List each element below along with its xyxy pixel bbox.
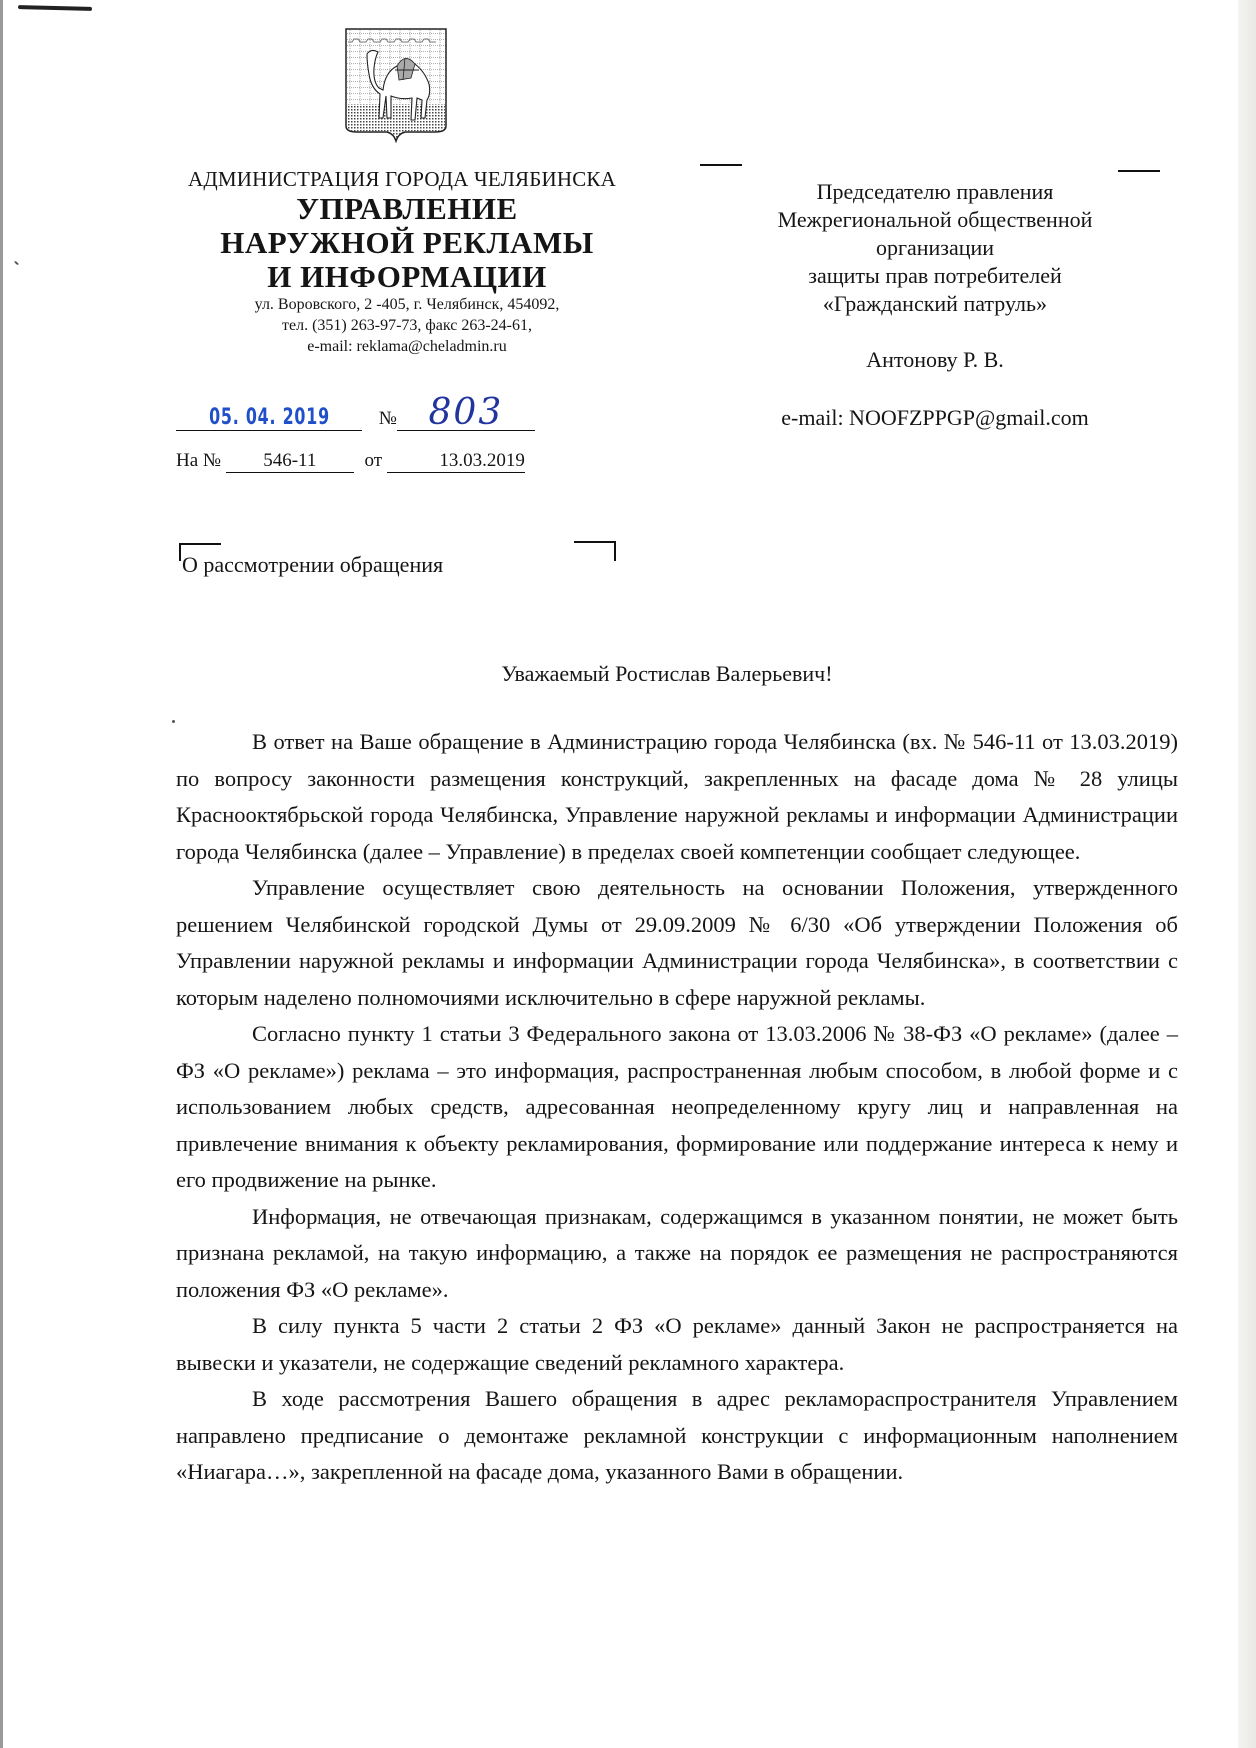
recipient-corner-mark-right — [1118, 170, 1160, 172]
body-paragraph: Управление осуществляет свою деятельность на основании Положения, утвержденного решением Челябинской городской Думы от 29.09.2009 № 6/30 «Об утверждении Положения об Управлении наружной рекламы и информации Администрации города Челябинска», в соответствии с которым наделено полномочиями исключительно в сфере наружной рекламы. — [176, 875, 1178, 1010]
recipient-line: «Гражданский патруль» — [822, 291, 1048, 316]
department-name-line: УПРАВЛЕНИЕ — [296, 191, 518, 226]
body-paragraph: В силу пункта 5 части 2 статьи 2 ФЗ «О рекламе» данный Закон не распространяется на вывески и указатели, не содержащие сведений рекламного характера. — [176, 1313, 1178, 1375]
scan-speck — [14, 261, 19, 266]
body-paragraph: В ответ на Ваше обращение в Администрацию города Челябинска (вх. № 546-11 от 13.03.2019) по вопросу законности размещения конструкций, закрепленных на фасаде дома № 28 улицы Краснооктябрьской города Челябинска, Управление наружной рекламы и информации Администрации города Челябинска (далее – Управление) в пределах своей компетенции сообщает следующее. — [176, 729, 1178, 864]
recipient-email: e-mail: NOOFZPPGP@gmail.com — [781, 405, 1089, 430]
reply-to-label: На № — [176, 450, 222, 471]
outgoing-registry-line — [176, 392, 535, 431]
reply-to-date: 13.03.2019 — [387, 450, 525, 473]
reply-to-registry-line — [176, 450, 525, 473]
subject-bracket-right — [574, 541, 616, 561]
outgoing-date-field — [176, 405, 362, 431]
recipient-line: организации — [875, 235, 995, 260]
scan-speck — [172, 720, 175, 723]
number-label: № — [378, 408, 397, 429]
reply-to-number: 546-11 — [226, 450, 354, 473]
sender-address: ул. Воровского, 2 -405, г. Челябинск, 454092, — [254, 296, 560, 313]
salutation: Уважаемый Ростислав Валерьевич! — [501, 661, 833, 686]
recipient-line: защиты прав потребителей — [808, 263, 1062, 288]
chelyabinsk-coat-of-arms-icon — [345, 28, 447, 143]
scan-edge-right — [1238, 0, 1256, 1748]
letter-body — [176, 724, 1178, 1491]
from-label: от — [364, 450, 383, 471]
sender-block — [172, 166, 642, 357]
department-name-line: И ИНФОРМАЦИИ — [267, 259, 547, 294]
recipient-name: Антонову Р. В. — [866, 347, 1004, 372]
scan-mark — [18, 5, 92, 11]
body-paragraph: В ходе рассмотрения Вашего обращения в адрес рекламораспространителя Управлением направлено предписание о демонтаже рекламной конструкции с информационным наполнением «Ниагара…», закрепленной на фасаде дома, указанного Вами в обращении. — [176, 1386, 1178, 1484]
department-name-line: НАРУЖНОЙ РЕКЛАМЫ — [220, 225, 594, 260]
scan-edge-left — [0, 0, 3, 1748]
body-paragraph: Информация, не отвечающая признакам, содержащимся в указанном понятии, не может быть признана рекламой, на такую информацию, а также на порядок ее размещения не распространяются положения ФЗ «О рекламе». — [176, 1203, 1178, 1302]
sender-email: e-mail: reklama@cheladmin.ru — [307, 338, 507, 355]
outgoing-number-field — [397, 392, 535, 431]
recipient-line: Межрегиональной общественной — [777, 207, 1093, 232]
letter-subject: О рассмотрении обращения — [182, 552, 444, 577]
outgoing-date-stamp: 05. 04. 2019 — [208, 405, 330, 430]
sender-phone-fax: тел. (351) 263-97-73, факс 263-24-61, — [282, 317, 532, 334]
administration-name: АДМИНИСТРАЦИЯ ГОРОДА ЧЕЛЯБИНСКА — [187, 167, 617, 191]
recipient-block — [700, 178, 1170, 432]
recipient-line: Председателю правления — [816, 179, 1054, 204]
outgoing-number-handwritten: 803 — [428, 392, 504, 433]
recipient-corner-mark-left — [700, 164, 742, 166]
body-paragraph: Согласно пункту 1 статьи 3 Федерального закона от 13.03.2006 № 38-ФЗ «О рекламе» (далее – ФЗ «О рекламе») реклама – это информация, распространенная любым способом, в любой форме и с использованием любых средств, адресованная неопределенному кругу лиц и направленная на привлечение внимания к объекту рекламирования, формирование или поддержание интереса к нему и его продвижение на рынке. — [176, 1021, 1178, 1192]
